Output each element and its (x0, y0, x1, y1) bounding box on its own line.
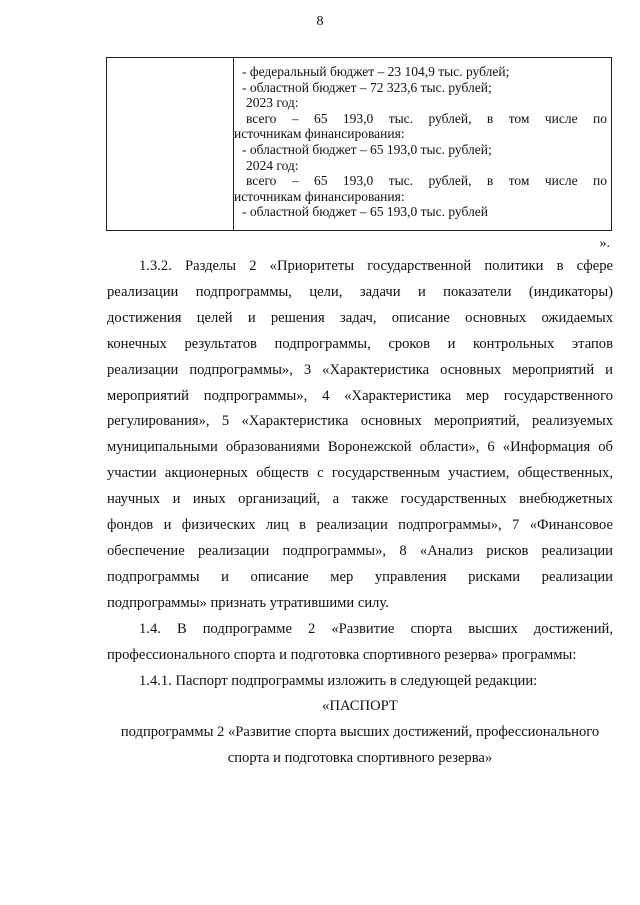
paragraph-line: 1.4. В подпрограмме 2 «Развитие спорта высших достижений, (139, 620, 613, 637)
paragraph-line: муниципальными образованиями Воронежской области», 6 «Информация об (107, 439, 613, 456)
page-number: 8 (316, 14, 324, 29)
financing-table (106, 57, 612, 231)
paragraph-line: реализации подпрограммы, цели, задачи и показатели (индикаторы) (107, 283, 613, 300)
table-line: всего – 65 193,0 тыс. рублей, в том числе по (246, 110, 607, 126)
paragraph-line: фондов и физических лиц в реализации подпрограммы», 7 «Финансовое (107, 517, 613, 534)
table-line: 2023 год: (246, 95, 299, 111)
paragraph-line: мероприятий подпрограммы», 4 «Характеристика мер государственного (107, 387, 613, 404)
paragraph-line: подпрограммы» признать утратившими силу. (107, 594, 389, 611)
passport-heading: «ПАСПОРТ (322, 698, 398, 715)
document-body (107, 254, 613, 772)
table-line: - федеральный бюджет – 23 104,9 тыс. рублей; (242, 64, 510, 79)
table-line: - областной бюджет – 72 323,6 тыс. рублей; (242, 79, 492, 95)
paragraph-line: обеспечение реализации подпрограммы», 8 «Анализ рисков реализации (107, 542, 613, 559)
paragraph-line: регулирования», 5 «Характеристика основных мероприятий, реализуемых (107, 413, 613, 430)
financing-cell (234, 64, 607, 220)
paragraph-line: участии акционерных обществ с государственным участием, общественных, (107, 465, 613, 482)
paragraph-line: реализации подпрограммы», 3 «Характеристика основных мероприятий и (107, 361, 613, 378)
paragraph-line: 1.3.2. Разделы 2 «Приоритеты государственной политики в сфере (139, 258, 613, 274)
table-line: - областной бюджет – 65 193,0 тыс. рублей; (242, 141, 492, 157)
table-line: источникам финансирования: (234, 126, 405, 142)
paragraph-line: профессионального спорта и подготовка спортивного резерва» программы: (107, 646, 577, 663)
passport-subheading: подпрограммы 2 «Развитие спорта высших достижений, профессионального (120, 724, 600, 741)
closing-quote: ». (599, 236, 610, 251)
paragraph-line: научных и иных организаций, а также государственных внебюджетных (107, 491, 613, 508)
passport-subheading: спорта и подготовка спортивного резерва» (227, 750, 493, 767)
paragraph-line: 1.4.1. Паспорт подпрограммы изложить в следующей редакции: (139, 672, 538, 689)
paragraph-line: подпрограммы и описание мер управления рисками реализации (107, 568, 613, 585)
table-line: - областной бюджет – 65 193,0 тыс. рублей (242, 204, 488, 220)
paragraph-line: конечных результатов подпрограммы, сроков и контрольных этапов (107, 335, 613, 352)
paragraph-line: достижения целей и решения задач, описание основных ожидаемых (107, 309, 613, 326)
table-line: всего – 65 193,0 тыс. рублей, в том числе по (246, 173, 607, 189)
table-line: источникам финансирования: (234, 188, 405, 204)
table-line: 2024 год: (246, 157, 299, 173)
